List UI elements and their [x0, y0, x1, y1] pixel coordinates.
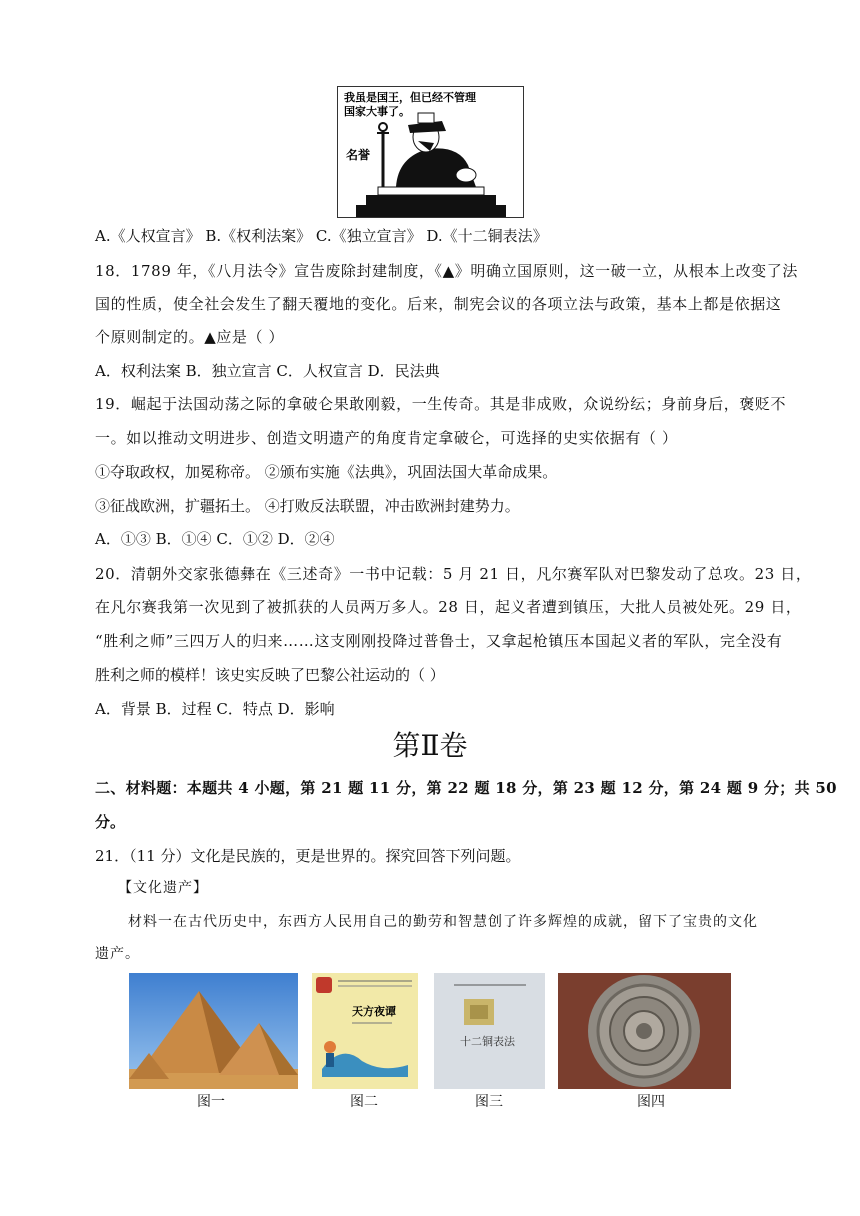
book-title-twelve-tables: 十二铜表法 [460, 1035, 515, 1048]
cartoon-illustration [337, 86, 524, 218]
q19-options: A．①③ B．①④ C．①② D．②④ [95, 530, 335, 548]
book-title-arabian-nights: 天方夜谭 [352, 1005, 396, 1018]
q18-options: A．权利法案 B．独立宣言 C．人权宣言 D．民法典 [95, 362, 440, 380]
cartoon-speech-2: 国家大事了。 [344, 105, 410, 118]
q21-material-line1: 材料一在古代历史中，东西方人民用自己的勤劳和智慧创了许多辉煌的成就，留下了宝贵的文化 [128, 914, 758, 930]
q20-line4: 胜利之师的模样！该史实反映了巴黎公社运动的（ ） [95, 666, 445, 684]
section-description: 二、材料题：本题共 4 小题，第 21 题 11 分，第 22 题 18 分，第 23 题 12 分，第 24 题 9 分；共 50 [95, 779, 837, 797]
figure-book-arabian-nights [312, 973, 418, 1089]
cartoon-speech: 我虽是国王，但已经不管理 [344, 91, 476, 104]
q20-options: A．背景 B．过程 C．特点 D．影响 [95, 700, 335, 718]
section-description-2: 分。 [95, 813, 126, 831]
figure-caption-3: 图三 [475, 1094, 503, 1110]
figure-pyramids [129, 973, 298, 1089]
q21-material-line2: 遗产。 [95, 946, 140, 962]
q21-heading: 【文化遗产】 [118, 880, 208, 896]
q18-line2: 国的性质，使全社会发生了翻天覆地的变化。后来，制宪会议的各项立法与政策，基本上都是依据这 [95, 295, 782, 313]
q21-stem: 21．（11 分）文化是民族的，更是世界的。探究回答下列问题。 [95, 847, 521, 865]
q18-line1: 18．1789 年，《八月法令》宣告废除封建制度，《▲》明确立国原则，这一破一立，从根本上改变了法 [95, 262, 798, 280]
figure-book-twelve-tables [434, 973, 545, 1089]
q19-item-1: ①夺取政权，加冕称帝。 ②颁布实施《法典》，巩固法国大革命成果。 [95, 463, 558, 481]
q20-line2: 在凡尔赛我第一次见到了被抓获的人员两万多人。28 日，起义者遭到镇压，大批人员被处死。29 日， [95, 598, 802, 616]
q20-line1: 20．清朝外交家张德彝在《三述奇》一书中记载：5 月 21 日，凡尔赛军队对巴黎发动了总攻。23 日， [95, 565, 812, 583]
figure-caption-4: 图四 [637, 1094, 665, 1110]
cartoon-label: 名誉 [346, 148, 371, 162]
figure-caption-2: 图二 [350, 1094, 378, 1110]
q19-line1: 19．崛起于法国动荡之际的拿破仑果敢刚毅，一生传奇。其是非成败，众说纷纭；身前身后，褒贬不 [95, 395, 787, 413]
q18-line3: 个原则制定的。▲应是（ ） [95, 328, 285, 346]
q17-options: A.《人权宣言》 B.《权利法案》 C.《独立宣言》 D.《十二铜表法》 [95, 227, 548, 245]
q20-line3: “胜利之师”三四万人的归来……这支刚刚投降过普鲁士，又拿起枪镇压本国起义者的军队，完全没有 [95, 632, 783, 650]
figure-caption-1: 图一 [197, 1094, 225, 1110]
q19-line2: 一。如以推动文明进步、创造文明遗产的角度肯定拿破仑，可选择的史实依据有（ ） [95, 429, 678, 447]
q19-item-2: ③征战欧洲，扩疆拓土。 ④打败反法联盟，冲击欧洲封建势力。 [95, 497, 520, 515]
section-title: 第Ⅱ卷 [392, 729, 468, 762]
figure-aztec-calendar [558, 973, 731, 1089]
